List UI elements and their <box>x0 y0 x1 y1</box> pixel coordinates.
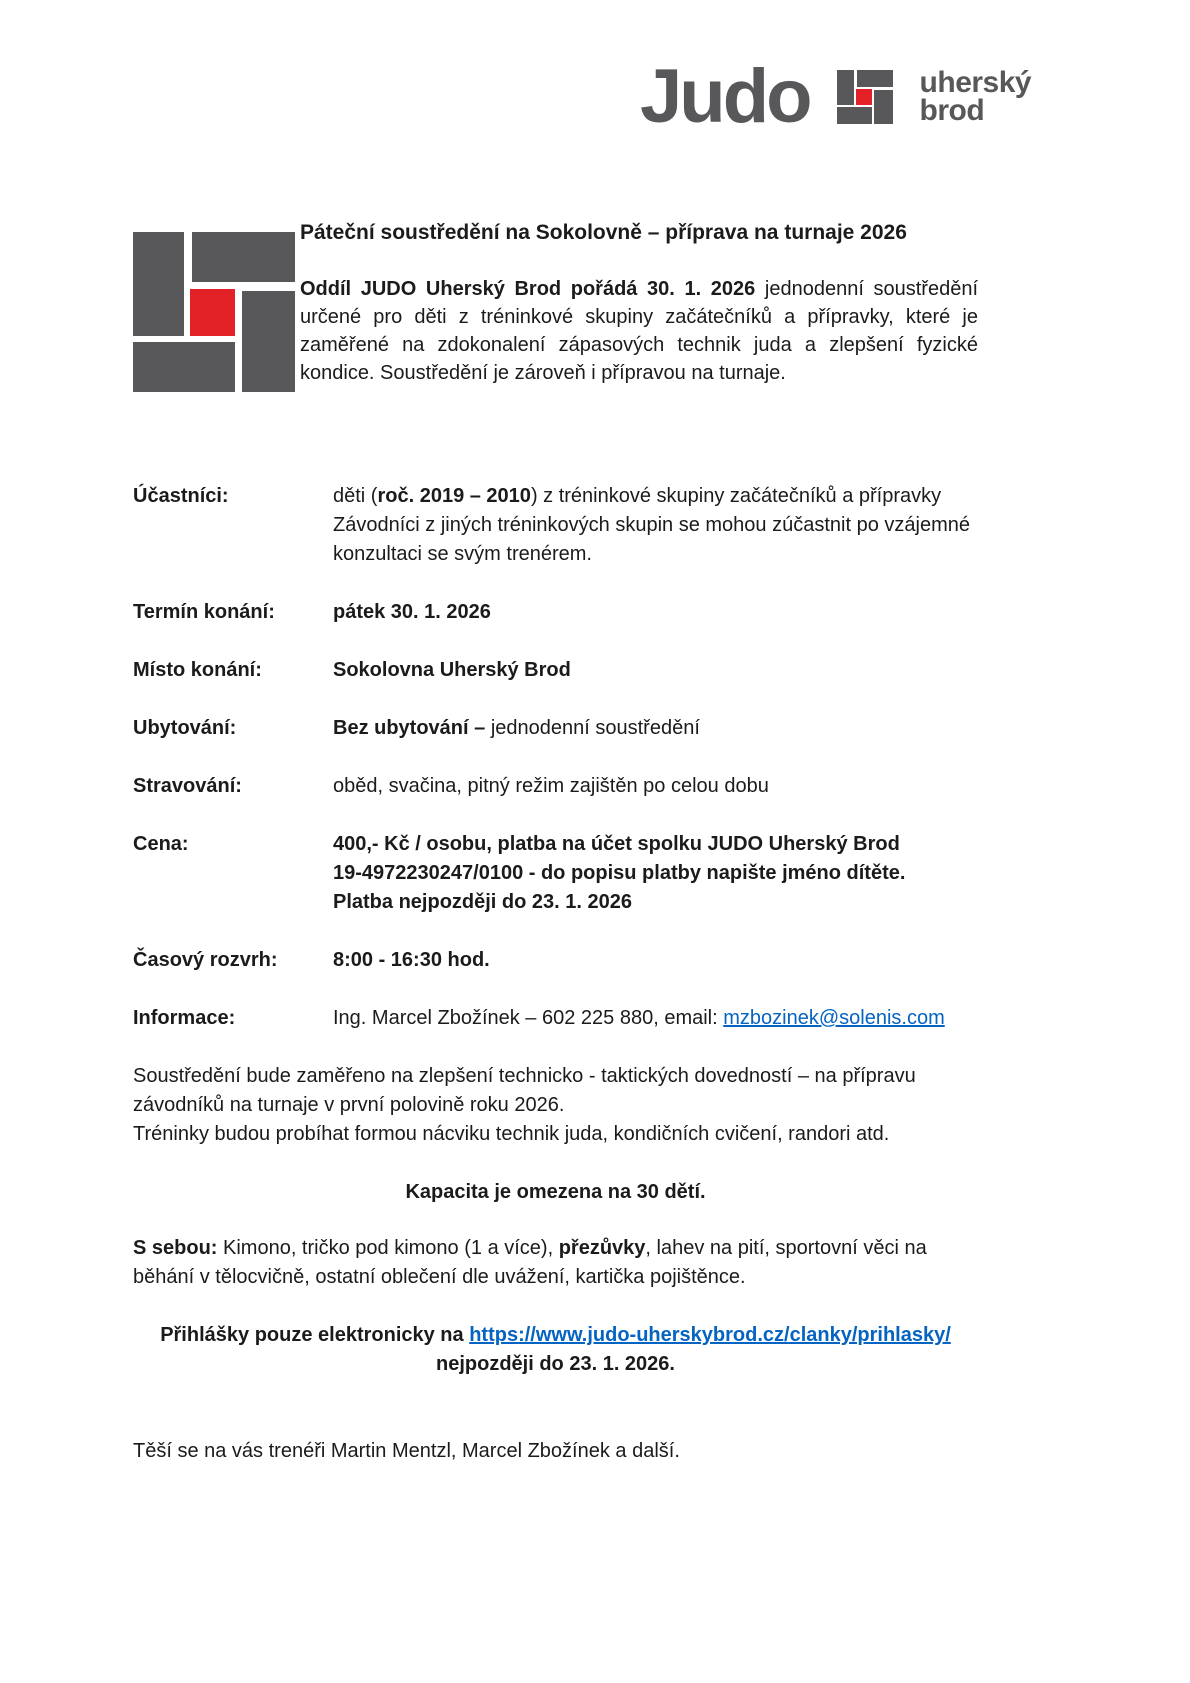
bring-with-text1: Kimono, tričko pod kimono (1 a více), <box>217 1237 559 1259</box>
field-label: Stravování: <box>133 775 242 797</box>
registration-note <box>133 1321 978 1379</box>
accommodation-rest: jednodenní soustředění <box>485 717 700 739</box>
intro-section <box>133 216 978 392</box>
bring-with-paragraph <box>133 1234 978 1292</box>
signoff-text: Těší se na vás trenéři Martin Mentzl, Marcel Zbožínek a další. <box>133 1440 680 1462</box>
logo-square-bottom <box>133 342 235 392</box>
field-label: Časový rozvrh: <box>133 949 278 971</box>
logo-square-red <box>190 289 235 336</box>
info-contact: Ing. Marcel Zbožínek – 602 225 880, email: <box>333 1007 724 1029</box>
fields-section <box>133 482 978 1033</box>
field-label: Informace: <box>133 1007 236 1029</box>
logo-city-text <box>919 66 1032 127</box>
judo-pinwheel-logo-large <box>133 232 295 392</box>
price-line2: 19-4972230247/0100 - do popisu platby napište jméno dítěte. <box>333 862 906 884</box>
field-label: Ubytování: <box>133 717 237 739</box>
logo-square-left <box>837 70 855 106</box>
logo-square-top <box>192 232 295 282</box>
logo-city-line2: brod <box>919 94 985 127</box>
bring-with-bold2: přezůvky <box>558 1237 646 1259</box>
capacity-note: Kapacita je omezena na 30 dětí. <box>405 1181 706 1203</box>
judo-pinwheel-icon <box>837 70 893 125</box>
participants-post: ) z tréninkové skupiny začátečníků a přípravky <box>530 485 942 507</box>
logo-square-red <box>856 89 872 105</box>
page-title: Páteční soustředění na Sokolovně – příprava na turnaje 2026 <box>300 221 907 244</box>
price-line3: Platba nejpozději do 23. 1. 2026 <box>333 891 632 913</box>
field-participants <box>133 482 978 569</box>
judo-wordmark: Judo <box>640 54 810 139</box>
field-accommodation <box>133 714 978 743</box>
lead-rest: jednodenní soustředění určené pro děti z tréninkové skupiny začátečníků a přípravky, které je zaměřené na zdokonalení zápasových technik juda a zlepšení fyzické kondice. Soustředění je zároveň i přípravou na turnaje. <box>300 278 978 384</box>
participants-pre: děti ( <box>333 485 378 507</box>
lead-bold: Oddíl JUDO Uherský Brod pořádá 30. 1. 2026 <box>300 278 756 300</box>
registration-deadline: nejpozději do 23. 1. 2026. <box>436 1353 675 1375</box>
field-value: oběd, svačina, pitný režim zajištěn po celou dobu <box>333 775 769 797</box>
field-label: Účastníci: <box>133 485 229 507</box>
field-meals <box>133 772 978 801</box>
field-schedule <box>133 946 978 975</box>
header-logo <box>640 54 1032 139</box>
registration-pre: Přihlášky pouze elektronicky na <box>160 1324 470 1346</box>
logo-city-line1: uherský <box>919 66 1032 99</box>
field-date <box>133 598 978 627</box>
price-line1: 400,- Kč / osobu, platba na účet spolku JUDO Uherský Brod <box>333 833 900 855</box>
field-value: Sokolovna Uherský Brod <box>333 659 571 681</box>
field-value <box>333 482 978 569</box>
lead-paragraph <box>300 275 978 387</box>
focus-line1: Soustředění bude zaměřeno na zlepšení technicko - taktických dovedností – na přípravu závodníků na turnaje v první polovině roku 2026. <box>133 1065 916 1116</box>
field-value <box>333 1004 978 1033</box>
logo-square-top <box>857 70 893 87</box>
email-link[interactable]: mzbozinek@solenis.com <box>723 1007 945 1029</box>
bring-with-bold: S sebou: <box>133 1237 218 1259</box>
participants-note: Závodníci z jiných tréninkových skupin se mohou zúčastnit po vzájemné konzultaci se svým trenérem. <box>333 514 970 565</box>
field-value <box>333 714 978 743</box>
logo-square-right <box>874 90 892 125</box>
intro-text <box>300 216 978 392</box>
field-value: 8:00 - 16:30 hod. <box>333 949 490 971</box>
field-info <box>133 1004 978 1033</box>
field-place <box>133 656 978 685</box>
field-value: pátek 30. 1. 2026 <box>333 601 491 623</box>
logo-square-bottom <box>837 107 872 124</box>
field-label: Cena: <box>133 833 189 855</box>
bring-with-text2: , lahev na pití, sportovní věci na běhání v tělocvičně, ostatní oblečení dle uvážení, kartička pojištěnce. <box>133 1237 927 1288</box>
logo-square-right <box>242 291 295 392</box>
accommodation-bold: Bez ubytování – <box>333 717 486 739</box>
field-label: Termín konání: <box>133 601 275 623</box>
field-value <box>333 830 978 917</box>
document-body <box>133 216 978 1466</box>
participants-years: roč. 2019 – 2010 <box>377 485 531 507</box>
focus-paragraph <box>133 1062 978 1149</box>
registration-link[interactable]: https://www.judo-uherskybrod.cz/clanky/prihlasky/ <box>469 1324 951 1346</box>
logo-square-left <box>133 232 184 336</box>
field-label: Místo konání: <box>133 659 262 681</box>
focus-line2: Tréninky budou probíhat formou nácviku technik juda, kondičních cvičení, randori atd. <box>133 1123 890 1145</box>
field-price <box>133 830 978 917</box>
